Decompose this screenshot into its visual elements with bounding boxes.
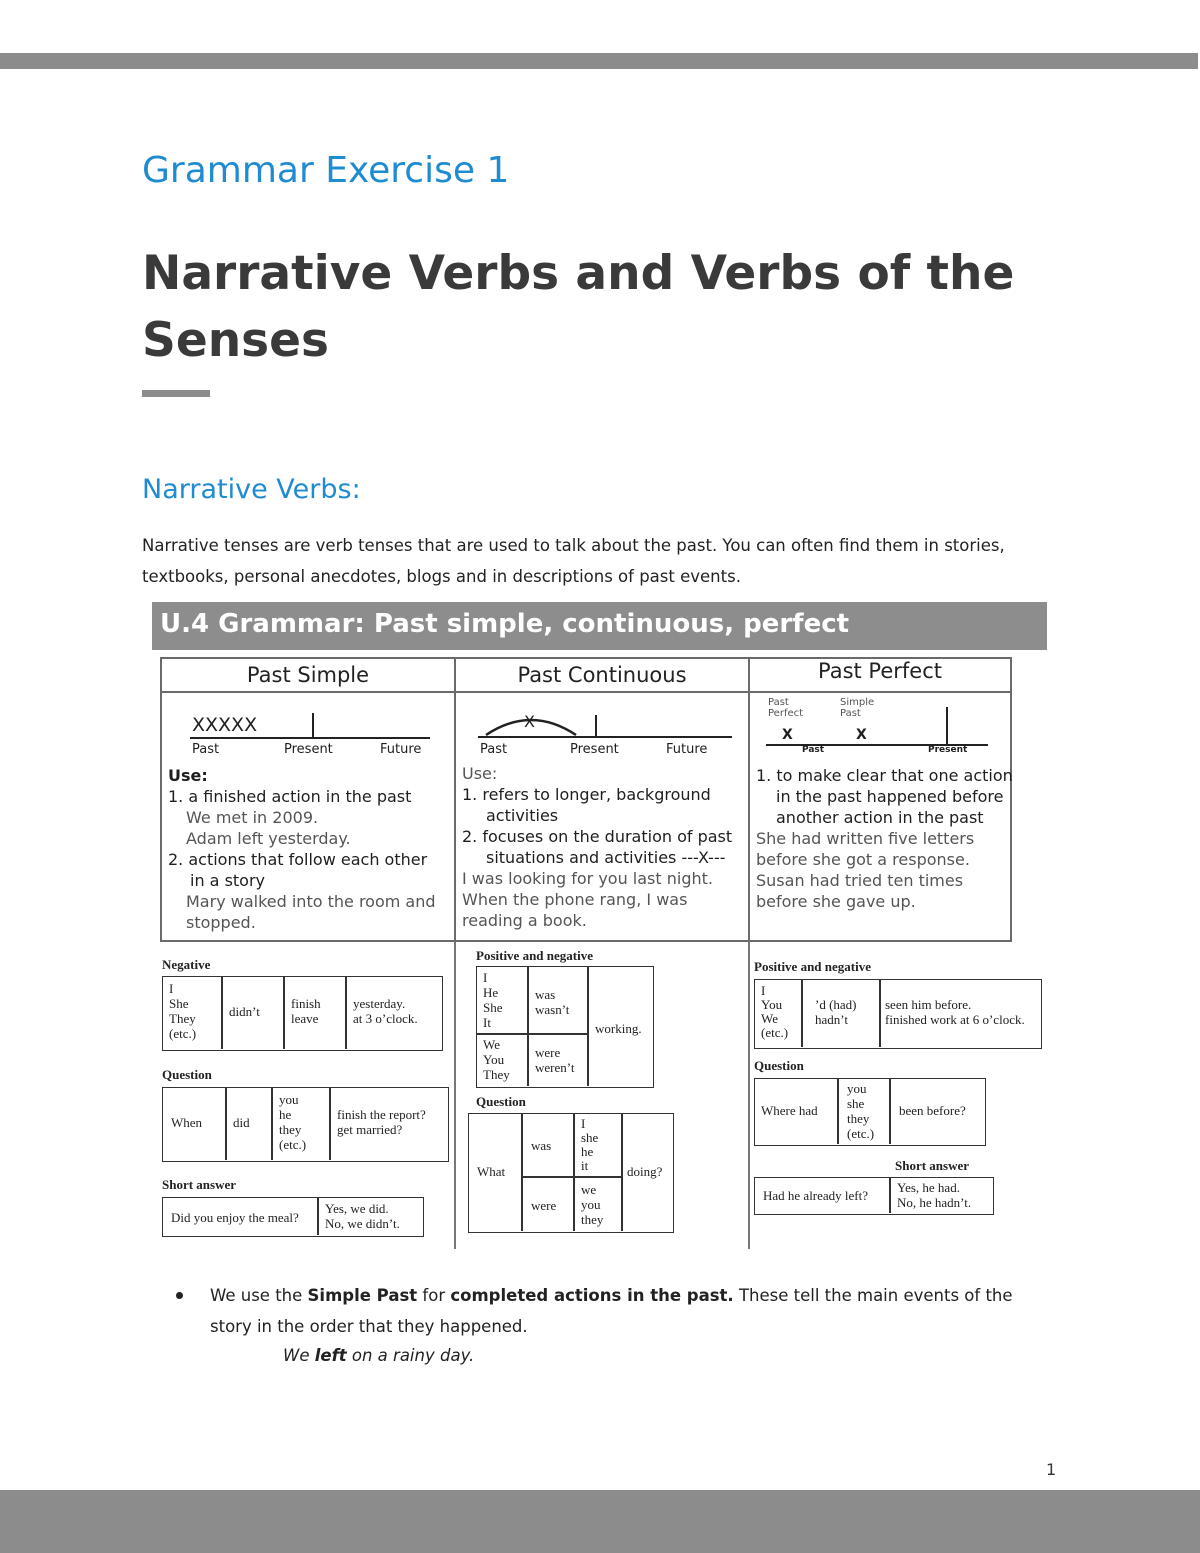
past-continuous-line: reading a book. <box>462 911 587 930</box>
pcq-verb: doing? <box>627 1164 663 1179</box>
pp-subject: I <box>761 983 766 998</box>
pcq-wh: What <box>477 1164 506 1179</box>
negative-label: Negative <box>162 957 211 972</box>
neg-time: yesterday. <box>353 996 406 1011</box>
timeline-label-past: Past <box>802 745 825 755</box>
pp-question-table <box>754 1078 986 1146</box>
short-answer-label: Short answer <box>895 1158 970 1173</box>
chart-banner-text: U.4 Grammar: Past simple, continuous, perfect <box>160 609 850 639</box>
q-aux: did <box>233 1115 250 1130</box>
example-text: We <box>283 1346 315 1365</box>
past-perfect-line: Susan had tried ten times <box>756 871 964 890</box>
past-simple-use-label: Use: <box>168 766 208 785</box>
pp-short-answer-table <box>754 1177 994 1215</box>
q-rest: finish the report? <box>337 1107 426 1122</box>
past-perfect-line: in the past happened before <box>776 787 1004 806</box>
sa-answer: No, we didn’t. <box>325 1216 400 1231</box>
chart-banner <box>152 602 1047 650</box>
past-perfect-mark: X <box>782 727 793 743</box>
past-perfect-present-tick <box>946 707 948 745</box>
column-divider <box>454 942 456 1249</box>
neg-subject: She <box>169 996 189 1011</box>
past-continuous-heading: Past Continuous <box>517 663 687 687</box>
bottom-decorative-bar <box>0 1490 1200 1553</box>
past-perfect-line: 1. to make clear that one action <box>756 766 1013 785</box>
past-simple-line: stopped. <box>186 913 256 932</box>
past-simple-present-tick <box>312 713 314 739</box>
timeline-label-past-perfect: Past Perfect <box>768 697 804 719</box>
timeline-label-present: Present <box>928 745 968 755</box>
past-continuous-line: When the phone rang, I was <box>462 890 688 909</box>
bullet-dot <box>176 1292 183 1299</box>
past-perfect-line: before she gave up. <box>756 892 916 911</box>
pcq-subject: they <box>581 1212 604 1227</box>
past-perfect-line: before she got a response. <box>756 850 970 869</box>
pcq-aux: were <box>531 1198 557 1213</box>
past-simple-line: in a story <box>190 871 266 890</box>
past-perfect-heading: Past Perfect <box>817 659 942 683</box>
q-subject: he <box>279 1107 292 1122</box>
pn-aux: were <box>535 1045 561 1060</box>
pn-aux: weren’t <box>535 1060 575 1075</box>
past-simple-line: 1. a finished action in the past <box>168 787 412 806</box>
neg-subject: They <box>169 1011 196 1026</box>
pcq-subject: you <box>581 1197 601 1212</box>
page-number: 1 <box>1046 1460 1057 1479</box>
pn-subject: They <box>483 1067 510 1082</box>
bullet-text: for <box>417 1286 451 1305</box>
past-perfect-line: another action in the past <box>776 808 984 827</box>
ppq-subject: she <box>847 1096 865 1111</box>
bullet-item <box>170 1280 1050 1342</box>
timeline-label-past: Past <box>480 742 508 757</box>
bullet-text: These tell the main events of the story in the order that they happened. <box>210 1286 1013 1336</box>
neg-time: at 3 o’clock. <box>353 1011 418 1026</box>
ppsa-answer: Yes, he had. <box>897 1180 960 1195</box>
bullet-list <box>170 1280 1050 1342</box>
short-answer-label: Short answer <box>162 1177 237 1192</box>
sa-answer: Yes, we did. <box>325 1201 389 1216</box>
past-simple-heading: Past Simple <box>246 663 370 687</box>
pcq-subject: we <box>581 1182 597 1197</box>
document-title: Narrative Verbs and Verbs of the Senses <box>142 246 1015 368</box>
past-perfect-line: She had written five letters <box>756 829 975 848</box>
pn-subject: We <box>483 1037 500 1052</box>
past-continuous-line: 1. refers to longer, background <box>462 785 711 804</box>
pp-subject: We <box>761 1011 778 1026</box>
ppq-subject: (etc.) <box>847 1126 875 1141</box>
timeline-label-present: Present <box>570 742 619 757</box>
neg-subject: I <box>169 981 174 996</box>
example-bold-verb: left <box>314 1346 347 1365</box>
neg-aux: didn’t <box>229 1004 260 1019</box>
past-continuous-use-label: Use: <box>462 764 498 783</box>
neg-subject: (etc.) <box>169 1026 197 1041</box>
neg-verb: finish <box>291 996 321 1011</box>
pn-aux: wasn’t <box>535 1002 570 1017</box>
past-simple-timeline-mark: XXXXX <box>192 714 258 736</box>
q-rest: get married? <box>337 1122 403 1137</box>
ppq-subject: you <box>847 1081 867 1096</box>
pc-question-table <box>468 1113 674 1233</box>
pn-label: Positive and negative <box>476 948 593 963</box>
pcq-subject: it <box>581 1158 589 1173</box>
title-underline <box>142 390 210 397</box>
bullet-bold-term: completed actions in the past. <box>450 1286 734 1305</box>
pp-aux: ’d (had) <box>815 997 857 1012</box>
pp-aux: hadn’t <box>815 1012 848 1027</box>
past-simple-line: We met in 2009. <box>186 808 319 827</box>
short-answer-table <box>162 1197 424 1237</box>
timeline-label-simple-past: Simple Past <box>840 697 875 719</box>
q-subject: (etc.) <box>279 1137 307 1152</box>
pp-rest: finished work at 6 o’clock. <box>885 1012 1025 1027</box>
question-label: Question <box>162 1067 212 1082</box>
neg-verb: leave <box>291 1011 319 1026</box>
column-divider <box>748 942 750 1249</box>
pn-subject: He <box>483 985 499 1000</box>
pp-subject: (etc.) <box>761 1025 789 1040</box>
bullet-text: We use the <box>210 1286 308 1305</box>
past-simple-line: Mary walked into the room and <box>186 892 436 911</box>
pn-verb: working. <box>595 1021 642 1036</box>
pp-rest: seen him before. <box>885 997 972 1012</box>
timeline-label-future: Future <box>380 742 422 757</box>
question-label: Question <box>754 1058 804 1073</box>
pn-subject: I <box>483 970 488 985</box>
sa-question: Did you enjoy the meal? <box>171 1210 299 1225</box>
example-sentence <box>283 1346 474 1365</box>
pcq-subject: I <box>581 1116 586 1131</box>
past-continuous-line: I was looking for you last night. <box>462 869 713 888</box>
q-subject: you <box>279 1092 299 1107</box>
exercise-title: Grammar Exercise 1 <box>142 150 510 191</box>
pp-pn-table <box>754 979 1042 1049</box>
ppq-subject: they <box>847 1111 870 1126</box>
pcq-subject: she <box>581 1130 599 1145</box>
pcq-subject: he <box>581 1144 594 1159</box>
pc-pn-table <box>476 966 654 1088</box>
past-simple-line: Adam left yesterday. <box>186 829 351 848</box>
past-continuous-line: situations and activities ---X--- <box>486 848 726 867</box>
past-simple-line: 2. actions that follow each other <box>168 850 428 869</box>
intro-paragraph: Narrative tenses are verb tenses that are used to talk about the past. You can often find them in stories, textbooks, personal anecdotes, blogs and in descriptions of past events. <box>142 536 1005 586</box>
ppsa-question: Had he already left? <box>763 1188 869 1203</box>
pn-label: Positive and negative <box>754 959 871 974</box>
ppq-rest: been before? <box>899 1103 966 1118</box>
simple-past-mark: X <box>856 727 867 743</box>
grammar-chart-figure <box>150 597 1048 1249</box>
heading-divider <box>160 691 1012 693</box>
past-continuous-line: activities <box>486 806 559 825</box>
section-heading: Narrative Verbs: <box>142 474 361 505</box>
timeline-label-past: Past <box>192 742 220 757</box>
pn-aux: was <box>535 987 556 1002</box>
ppq-wh: Where had <box>761 1103 818 1118</box>
q-wh: When <box>171 1115 203 1130</box>
question-table <box>162 1087 449 1162</box>
top-decorative-bar <box>0 53 1198 69</box>
bullet-bold-term: Simple Past <box>307 1286 418 1305</box>
pp-subject: You <box>761 997 783 1012</box>
timeline-label-present: Present <box>284 742 333 757</box>
past-continuous-line: 2. focuses on the duration of past <box>462 827 733 846</box>
pcq-aux: was <box>531 1138 552 1153</box>
pn-subject: It <box>483 1015 491 1030</box>
example-text: on a rainy day. <box>346 1346 475 1365</box>
pn-subject: You <box>483 1052 505 1067</box>
negative-table <box>162 976 443 1051</box>
ppsa-answer: No, he hadn’t. <box>897 1195 972 1210</box>
timeline-label-future: Future <box>666 742 708 757</box>
pn-subject: She <box>483 1000 503 1015</box>
svg-text:X: X <box>524 712 535 731</box>
q-subject: they <box>279 1122 302 1137</box>
question-label: Question <box>476 1094 526 1109</box>
